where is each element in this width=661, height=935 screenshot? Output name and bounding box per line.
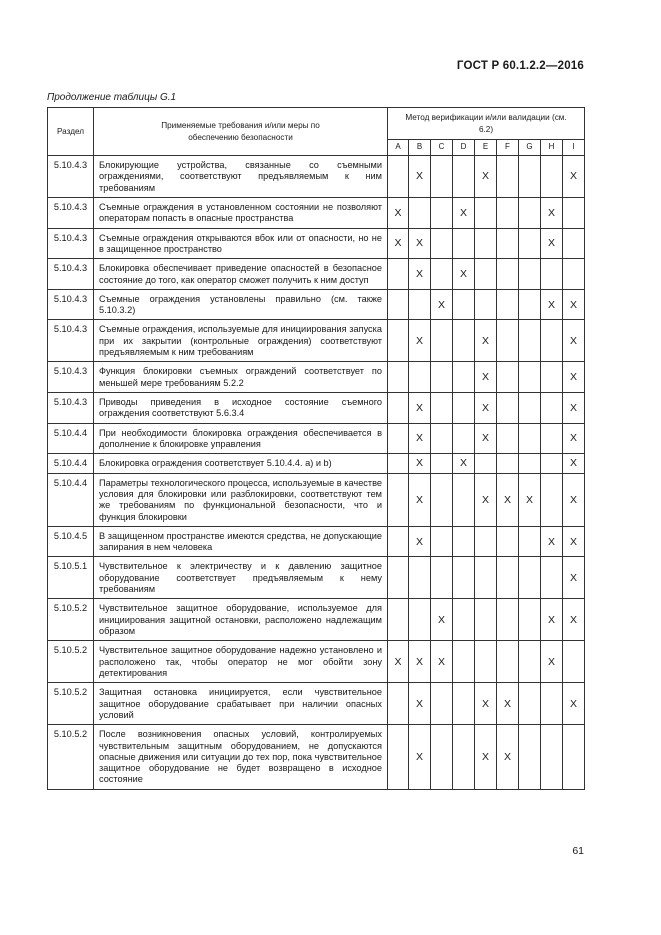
- mark-cell: X: [519, 473, 541, 526]
- requirement-cell: Параметры технологического процесса, используемые в качестве условия для блокировки или разблокировки, соответствуют тем же требованиям по функциональной безопасности, что и функция блокировки: [94, 473, 388, 526]
- mark-cell: [563, 228, 585, 259]
- requirement-cell: Защитная остановка инициируется, если чувствительное защитное оборудование срабатывает при наличии опасных условий: [94, 683, 388, 725]
- mark-cell: [497, 228, 519, 259]
- mark-cell: X: [475, 362, 497, 393]
- mark-cell: [541, 362, 563, 393]
- mark-cell: [497, 454, 519, 473]
- mark-cell: X: [541, 641, 563, 683]
- mark-cell: X: [409, 156, 431, 198]
- mark-cell: [453, 683, 475, 725]
- mark-cell: X: [497, 473, 519, 526]
- mark-cell: [409, 599, 431, 641]
- mark-cell: [497, 197, 519, 228]
- mark-cell: X: [388, 228, 409, 259]
- mark-cell: X: [475, 473, 497, 526]
- mark-cell: X: [409, 683, 431, 725]
- requirement-cell: Съемные ограждения, используемые для инициирования запуска при их закрытии (контрольные ограждения) соответствуют предъявляемым к ним требованиям: [94, 320, 388, 362]
- mark-cell: [475, 259, 497, 290]
- mark-cell: [541, 156, 563, 198]
- table-row: [48, 259, 585, 290]
- mark-cell: [497, 289, 519, 320]
- mark-cell: [409, 557, 431, 599]
- mark-cell: [519, 599, 541, 641]
- mark-cell: [541, 320, 563, 362]
- requirement-cell: Блокировка ограждения соответствует 5.10.4.4. a) и b): [94, 454, 388, 473]
- mark-cell: [409, 197, 431, 228]
- section-cell: 5.10.4.3: [48, 228, 94, 259]
- mark-cell: [453, 599, 475, 641]
- requirement-cell: При необходимости блокировка ограждения обеспечивается в дополнение к блокировке управления: [94, 423, 388, 454]
- method-letter-b: B: [409, 140, 431, 156]
- mark-cell: [563, 725, 585, 790]
- table-row: [48, 423, 585, 454]
- section-cell: 5.10.4.3: [48, 289, 94, 320]
- mark-cell: [541, 473, 563, 526]
- mark-cell: [541, 423, 563, 454]
- mark-cell: [497, 156, 519, 198]
- mark-cell: X: [563, 599, 585, 641]
- requirement-cell: Приводы приведения в исходное состояние съемного ограждения соответствуют 5.6.3.4: [94, 393, 388, 424]
- mark-cell: [497, 557, 519, 599]
- mark-cell: [453, 641, 475, 683]
- mark-cell: X: [563, 526, 585, 557]
- mark-cell: [388, 725, 409, 790]
- mark-cell: X: [563, 320, 585, 362]
- requirement-cell: В защищенном пространстве имеются средства, не допускающие запирания в нем человека: [94, 526, 388, 557]
- mark-cell: [431, 423, 453, 454]
- section-cell: 5.10.4.3: [48, 259, 94, 290]
- mark-cell: [497, 362, 519, 393]
- table-row: [48, 683, 585, 725]
- mark-cell: [497, 259, 519, 290]
- mark-cell: [519, 683, 541, 725]
- mark-cell: [475, 197, 497, 228]
- mark-cell: X: [541, 526, 563, 557]
- requirement-cell: Съемные ограждения открываются вбок или от опасности, но не в защищенное пространство: [94, 228, 388, 259]
- method-letter-i: I: [563, 140, 585, 156]
- mark-cell: X: [409, 641, 431, 683]
- requirement-cell: Съемные ограждения в установленном состоянии не позволяют операторам попасть в опасные пространства: [94, 197, 388, 228]
- section-cell: 5.10.4.3: [48, 320, 94, 362]
- mark-cell: [453, 393, 475, 424]
- mark-cell: X: [497, 683, 519, 725]
- mark-cell: [388, 473, 409, 526]
- mark-cell: [431, 725, 453, 790]
- mark-cell: [431, 259, 453, 290]
- section-cell: 5.10.4.3: [48, 362, 94, 393]
- mark-cell: X: [563, 362, 585, 393]
- mark-cell: [475, 228, 497, 259]
- mark-cell: [519, 641, 541, 683]
- mark-cell: [475, 557, 497, 599]
- section-cell: 5.10.4.3: [48, 156, 94, 198]
- table-row: [48, 362, 585, 393]
- mark-cell: [519, 289, 541, 320]
- method-letter-c: C: [431, 140, 453, 156]
- section-cell: 5.10.4.5: [48, 526, 94, 557]
- mark-cell: [453, 228, 475, 259]
- mark-cell: X: [453, 197, 475, 228]
- table-body: [48, 156, 585, 790]
- mark-cell: [541, 393, 563, 424]
- mark-cell: X: [475, 725, 497, 790]
- table-row: [48, 599, 585, 641]
- mark-cell: X: [541, 289, 563, 320]
- mark-cell: [453, 320, 475, 362]
- mark-cell: [475, 289, 497, 320]
- mark-cell: [519, 320, 541, 362]
- table-row: [48, 197, 585, 228]
- mark-cell: [453, 526, 475, 557]
- document-code: ГОСТ Р 60.1.2.2—2016: [456, 60, 584, 72]
- mark-cell: [453, 289, 475, 320]
- mark-cell: [431, 197, 453, 228]
- mark-cell: [388, 683, 409, 725]
- mark-cell: [497, 526, 519, 557]
- mark-cell: [431, 473, 453, 526]
- section-column-header: Раздел: [48, 108, 94, 156]
- mark-cell: X: [409, 393, 431, 424]
- table-row: [48, 320, 585, 362]
- mark-cell: X: [409, 259, 431, 290]
- mark-cell: [519, 526, 541, 557]
- table-row: [48, 228, 585, 259]
- method-letter-g: G: [519, 140, 541, 156]
- requirement-cell: Функция блокировки съемных ограждений соответствует по меньшей мере требованиям 5.2.2: [94, 362, 388, 393]
- mark-cell: [519, 725, 541, 790]
- verification-table: [47, 107, 585, 790]
- mark-cell: [519, 362, 541, 393]
- mark-cell: [475, 599, 497, 641]
- table-row: [48, 473, 585, 526]
- mark-cell: [563, 197, 585, 228]
- mark-cell: [388, 423, 409, 454]
- mark-cell: [388, 289, 409, 320]
- mark-cell: X: [563, 289, 585, 320]
- mark-cell: [409, 289, 431, 320]
- table-row: [48, 454, 585, 473]
- mark-cell: X: [541, 228, 563, 259]
- method-letter-a: A: [388, 140, 409, 156]
- section-cell: 5.10.4.4: [48, 473, 94, 526]
- mark-cell: [497, 423, 519, 454]
- page-number: 61: [572, 845, 584, 857]
- mark-cell: X: [541, 197, 563, 228]
- mark-cell: X: [563, 473, 585, 526]
- mark-cell: X: [475, 320, 497, 362]
- mark-cell: [453, 156, 475, 198]
- mark-cell: X: [563, 454, 585, 473]
- section-cell: 5.10.4.3: [48, 197, 94, 228]
- section-cell: 5.10.4.4: [48, 423, 94, 454]
- mark-cell: [563, 259, 585, 290]
- table-row: [48, 557, 585, 599]
- mark-cell: [431, 526, 453, 557]
- mark-cell: [541, 557, 563, 599]
- mark-cell: X: [475, 423, 497, 454]
- mark-cell: [409, 362, 431, 393]
- mark-cell: X: [409, 526, 431, 557]
- method-letter-h: H: [541, 140, 563, 156]
- method-letter-e: E: [475, 140, 497, 156]
- method-column-header: Метод верификации и/или валидации (см. 6.2): [388, 108, 585, 140]
- requirement-cell: Блокирующие устройства, связанные со съемными ограждениями, соответствуют предъявляемым к ним требованиям: [94, 156, 388, 198]
- table-caption: Продолжение таблицы G.1: [47, 92, 177, 103]
- mark-cell: [541, 259, 563, 290]
- mark-cell: X: [431, 599, 453, 641]
- mark-cell: [519, 454, 541, 473]
- mark-cell: [388, 362, 409, 393]
- mark-cell: [519, 156, 541, 198]
- mark-cell: [497, 320, 519, 362]
- mark-cell: X: [409, 320, 431, 362]
- mark-cell: [431, 557, 453, 599]
- section-cell: 5.10.5.2: [48, 599, 94, 641]
- mark-cell: [453, 725, 475, 790]
- section-cell: 5.10.5.2: [48, 683, 94, 725]
- mark-cell: [453, 362, 475, 393]
- mark-cell: [453, 423, 475, 454]
- mark-cell: [497, 641, 519, 683]
- mark-cell: [388, 156, 409, 198]
- mark-cell: [519, 197, 541, 228]
- mark-cell: [519, 259, 541, 290]
- section-cell: 5.10.5.1: [48, 557, 94, 599]
- mark-cell: X: [563, 423, 585, 454]
- mark-cell: [541, 725, 563, 790]
- requirement-cell: Блокировка обеспечивает приведение опасностей в безопасное состояние до того, как оператор сможет получить к ним доступ: [94, 259, 388, 290]
- mark-cell: [388, 454, 409, 473]
- table-row: [48, 156, 585, 198]
- table-row: [48, 289, 585, 320]
- mark-cell: X: [541, 599, 563, 641]
- mark-cell: X: [475, 393, 497, 424]
- mark-cell: [475, 454, 497, 473]
- method-letter-f: F: [497, 140, 519, 156]
- table-row: [48, 526, 585, 557]
- mark-cell: [541, 683, 563, 725]
- mark-cell: [388, 599, 409, 641]
- mark-cell: X: [409, 228, 431, 259]
- mark-cell: X: [563, 156, 585, 198]
- mark-cell: [497, 393, 519, 424]
- requirement-cell: Чувствительное защитное оборудование, используемое для инициирования защитной остановки, расположено надлежащим образом: [94, 599, 388, 641]
- mark-cell: X: [388, 641, 409, 683]
- mark-cell: X: [409, 423, 431, 454]
- mark-cell: X: [475, 156, 497, 198]
- section-cell: 5.10.5.2: [48, 641, 94, 683]
- mark-cell: [519, 557, 541, 599]
- section-cell: 5.10.4.4: [48, 454, 94, 473]
- mark-cell: X: [409, 454, 431, 473]
- mark-cell: [388, 393, 409, 424]
- section-cell: 5.10.5.2: [48, 725, 94, 790]
- mark-cell: [475, 641, 497, 683]
- mark-cell: [563, 641, 585, 683]
- mark-cell: [388, 557, 409, 599]
- table-row: [48, 725, 585, 790]
- mark-cell: [431, 683, 453, 725]
- mark-cell: X: [563, 557, 585, 599]
- requirements-column-header: Применяемые требования и/или меры по обеспечению безопасности: [94, 108, 388, 156]
- mark-cell: [541, 454, 563, 473]
- table-row: [48, 393, 585, 424]
- mark-cell: [431, 454, 453, 473]
- mark-cell: X: [431, 641, 453, 683]
- mark-cell: X: [563, 393, 585, 424]
- section-cell: 5.10.4.3: [48, 393, 94, 424]
- mark-cell: X: [497, 725, 519, 790]
- mark-cell: [453, 557, 475, 599]
- mark-cell: X: [563, 683, 585, 725]
- mark-cell: [388, 259, 409, 290]
- mark-cell: [431, 320, 453, 362]
- mark-cell: [475, 526, 497, 557]
- mark-cell: [519, 393, 541, 424]
- mark-cell: X: [409, 725, 431, 790]
- mark-cell: [388, 526, 409, 557]
- mark-cell: X: [388, 197, 409, 228]
- requirement-cell: После возникновения опасных условий, контролируемых чувствительным защитным оборудованием, не допускаются опасные движения или ситуации до тех пор, пока чувствительное защитное оборудование не будет возвращено в исходное состояние: [94, 725, 388, 790]
- mark-cell: X: [475, 683, 497, 725]
- table-row: [48, 641, 585, 683]
- mark-cell: [388, 320, 409, 362]
- mark-cell: X: [431, 289, 453, 320]
- mark-cell: [519, 228, 541, 259]
- mark-cell: [453, 473, 475, 526]
- requirement-cell: Чувствительное защитное оборудование надежно установлено и расположено так, чтобы оператор не мог обойти зону детектирования: [94, 641, 388, 683]
- mark-cell: [431, 228, 453, 259]
- mark-cell: [431, 393, 453, 424]
- method-letter-d: D: [453, 140, 475, 156]
- mark-cell: [431, 362, 453, 393]
- requirement-cell: Съемные ограждения установлены правильно (см. также 5.10.3.2): [94, 289, 388, 320]
- mark-cell: [431, 156, 453, 198]
- mark-cell: [519, 423, 541, 454]
- mark-cell: X: [453, 259, 475, 290]
- mark-cell: X: [453, 454, 475, 473]
- mark-cell: X: [409, 473, 431, 526]
- requirement-cell: Чувствительное к электричеству и к давлению защитное оборудование соответствует предъявляемым к нему требованиям: [94, 557, 388, 599]
- mark-cell: [497, 599, 519, 641]
